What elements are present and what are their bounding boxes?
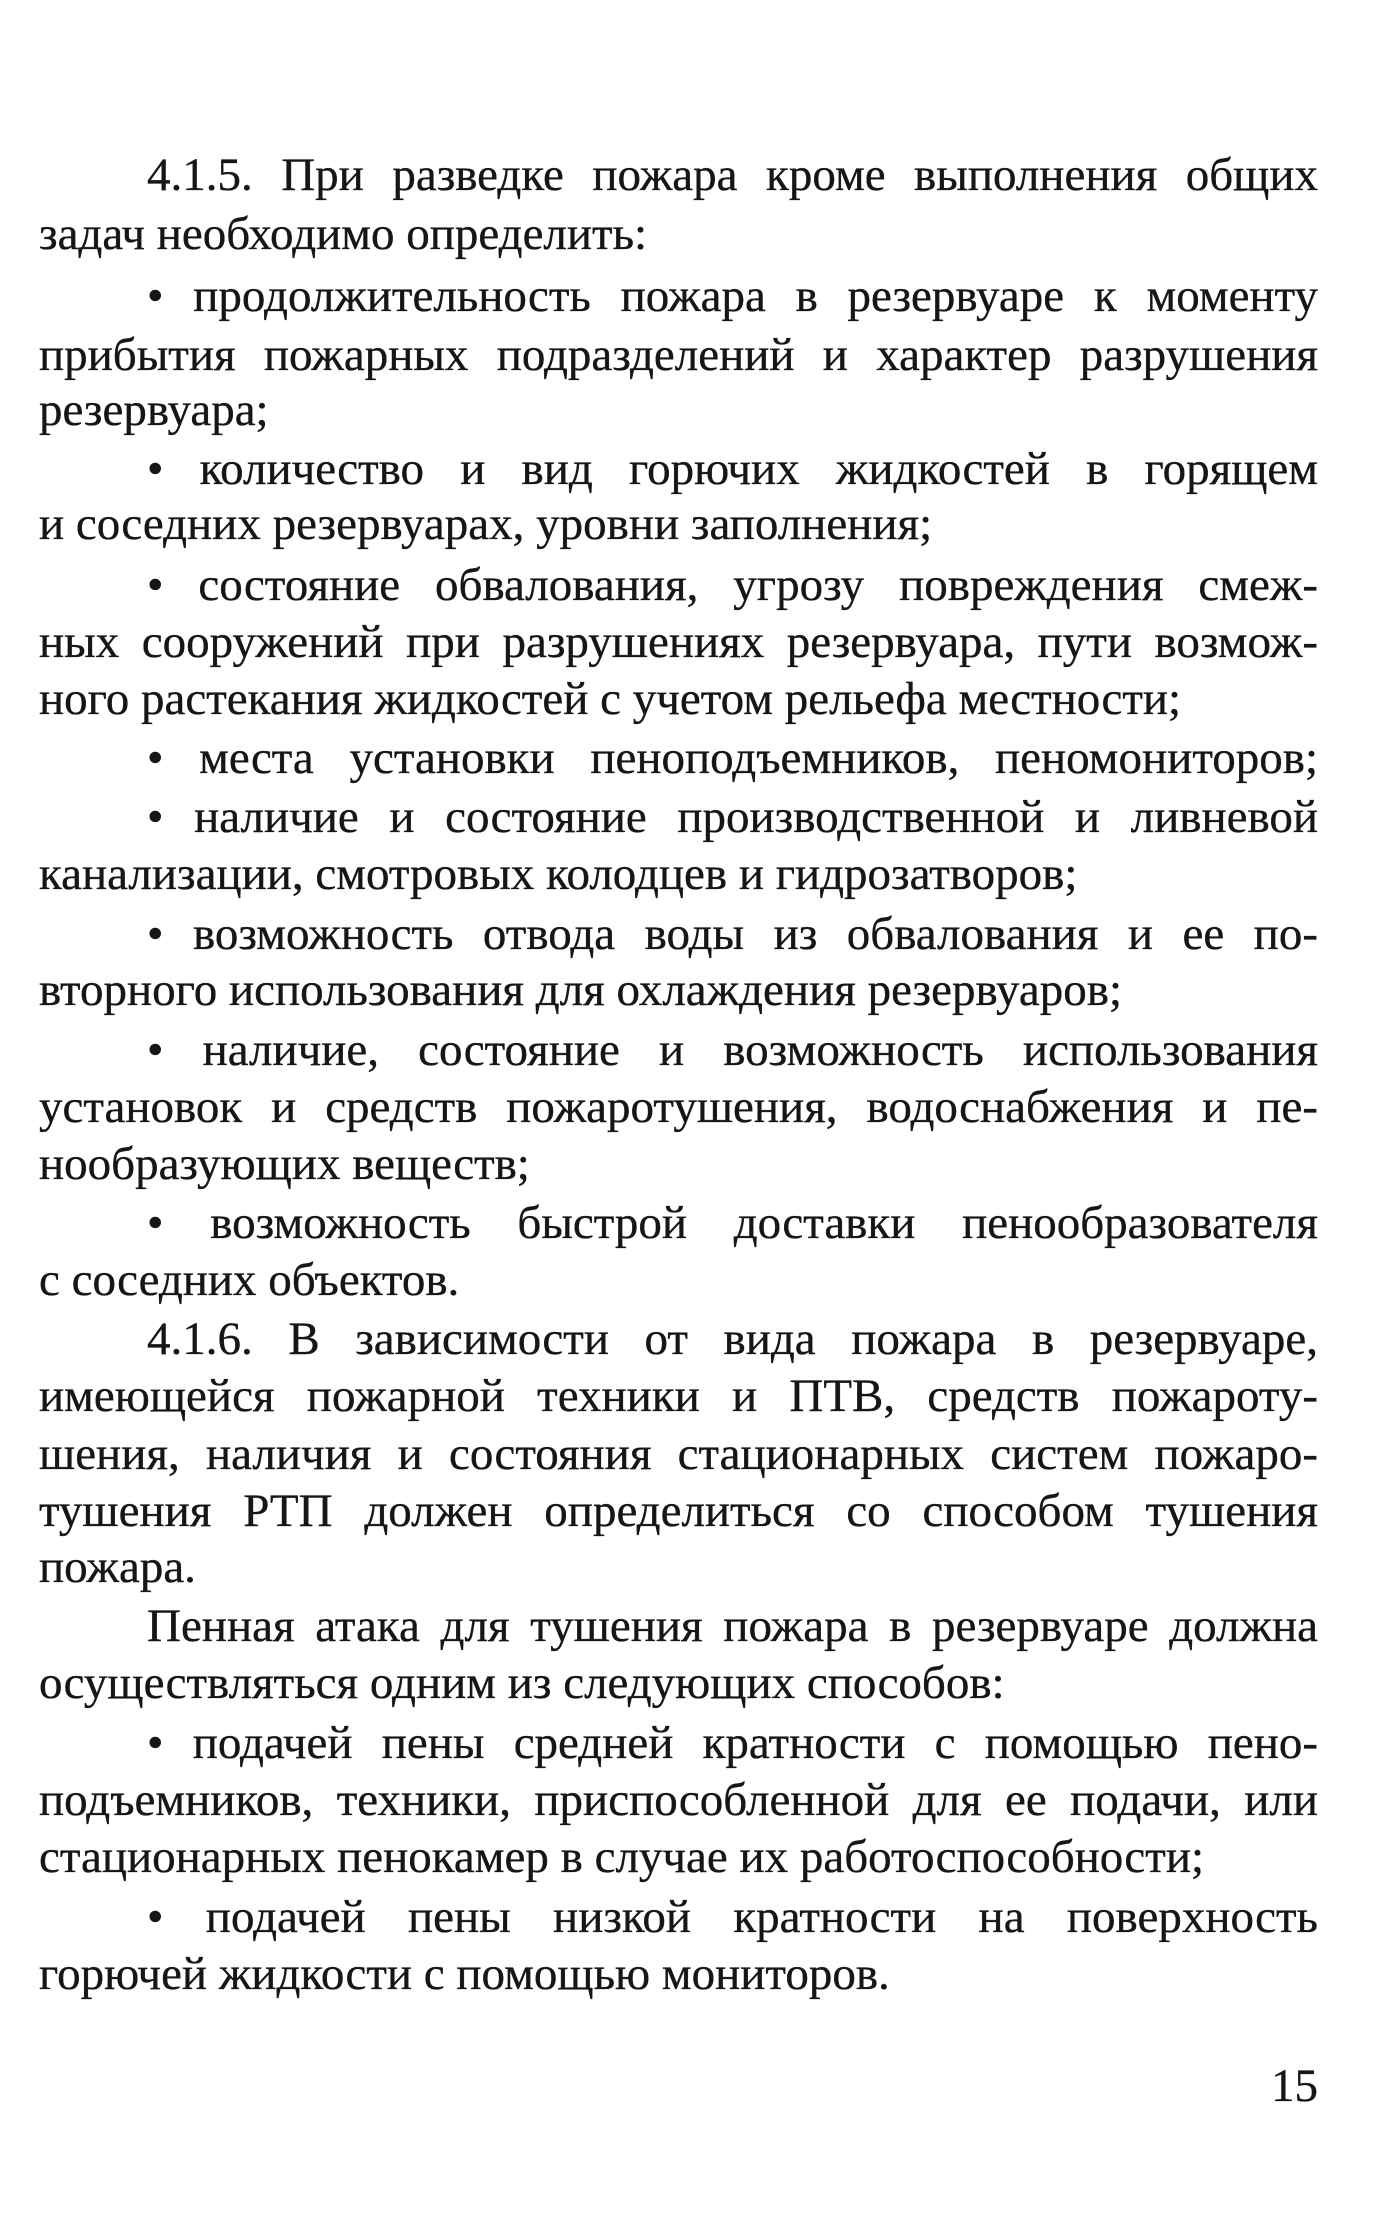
text-line xyxy=(147,729,1318,787)
text-line: резервуара; xyxy=(39,384,269,436)
text-line: 4.1.6. В зависимости от вида пожара в резервуаре, xyxy=(147,1313,1318,1365)
text-line: горючей жидкости с помощью мониторов. xyxy=(39,1948,890,2000)
bullet-icon: • xyxy=(147,270,164,322)
text-line: подъемников, техники, приспособленной для ее подачи, или xyxy=(39,1774,1318,1826)
text-line: стационарных пенокамер в случае их работоспособности; xyxy=(39,1831,1205,1883)
bullet-icon: • xyxy=(147,791,164,843)
bullet-icon: • xyxy=(147,559,164,611)
text-line: нообразующих веществ; xyxy=(39,1138,530,1190)
text-line xyxy=(147,267,1318,325)
text-line: и соседних резервуарах, уровни заполнения; xyxy=(39,498,933,550)
text-line xyxy=(147,1714,1318,1772)
text-line: Пенная атака для тушения пожара в резервуаре должна xyxy=(147,1600,1318,1652)
text-line: установок и средств пожаротушения, водоснабжения и пе- xyxy=(39,1081,1318,1133)
text-line: с соседних объектов. xyxy=(39,1254,460,1306)
text-line: тушения РТП должен определиться со способом тушения xyxy=(39,1485,1318,1537)
item-text: продолжительность пожара в резервуаре к моменту xyxy=(193,270,1318,322)
bullet-icon: • xyxy=(147,1197,164,1249)
text-line xyxy=(147,440,1318,498)
text-line xyxy=(147,556,1318,614)
text-line: пожара. xyxy=(39,1541,196,1593)
item-text: возможность отвода воды из обвалования и ее по- xyxy=(192,908,1318,960)
text-line: осуществляться одним из следующих способов: xyxy=(39,1657,1005,1709)
page-number: 15 xyxy=(1271,2060,1318,2112)
text-line: прибытия пожарных подразделений и характер разрушения xyxy=(39,329,1318,381)
text-line xyxy=(147,1021,1318,1079)
text-line xyxy=(147,788,1318,846)
text-line xyxy=(147,905,1318,963)
text-line xyxy=(147,1888,1318,1946)
item-text: подачей пены средней кратности с помощью пено- xyxy=(192,1717,1319,1769)
bullet-icon: • xyxy=(147,1024,164,1076)
text-line: шения, наличия и состояния стационарных систем пожаро- xyxy=(39,1428,1318,1480)
text-line: ных сооружений при разрушениях резервуара, пути возмож- xyxy=(39,616,1318,668)
text-line: канализации, смотровых колодцев и гидрозатворов; xyxy=(39,848,1078,900)
bullet-icon: • xyxy=(147,732,164,784)
bullet-icon: • xyxy=(147,443,164,495)
item-text: наличие и состояние производственной и ливневой xyxy=(194,791,1318,843)
text-line: ного растекания жидкостей с учетом рельефа местности; xyxy=(39,673,1182,725)
text-line: имеющейся пожарной техники и ПТВ, средств пожароту- xyxy=(39,1370,1318,1422)
item-text: наличие, состояние и возможность использования xyxy=(202,1024,1319,1076)
item-text: количество и вид горючих жидкостей в горящем xyxy=(199,443,1318,495)
item-text: состояние обвалования, угрозу повреждения смеж- xyxy=(198,559,1318,611)
item-text: подачей пены низкой кратности на поверхность xyxy=(205,1891,1318,1943)
text-line xyxy=(147,1194,1318,1252)
item-text: возможность быстрой доставки пенообразователя xyxy=(210,1197,1319,1249)
bullet-icon: • xyxy=(147,908,164,960)
text-line: 4.1.5. При разведке пожара кроме выполнения общих xyxy=(147,149,1318,201)
text-line: задач необходимо определить: xyxy=(39,208,648,260)
bullet-icon: • xyxy=(147,1891,164,1943)
item-text: места установки пеноподъемников, пеномониторов; xyxy=(199,732,1318,784)
bullet-icon: • xyxy=(147,1717,164,1769)
text-line: вторного использования для охлаждения резервуаров; xyxy=(39,964,1123,1016)
